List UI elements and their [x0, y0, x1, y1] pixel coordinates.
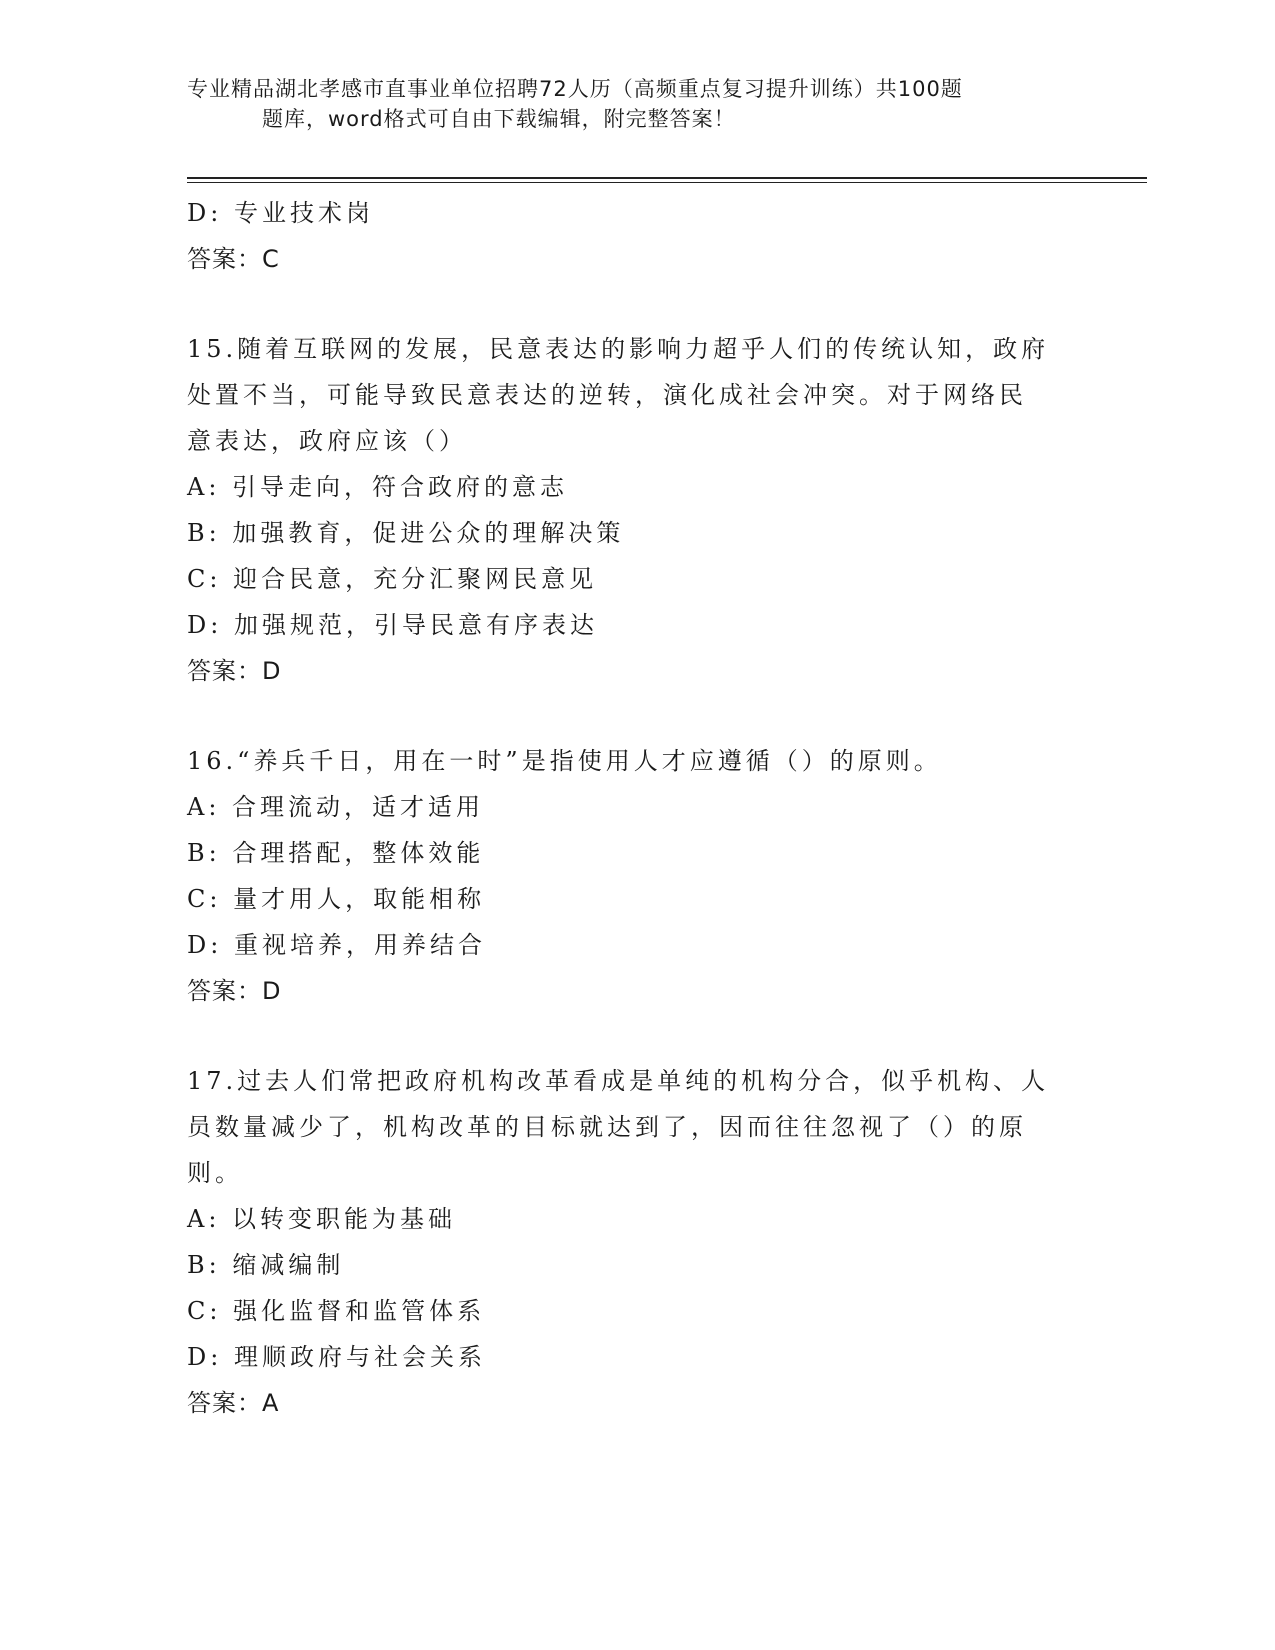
question-list	[187, 190, 1087, 1426]
option-a: A: 以转变职能为基础	[187, 1205, 457, 1233]
question-stem: 17.过去人们常把政府机构改革看成是单纯的机构分合，似乎机构、人	[187, 1067, 1050, 1095]
answer-line: 答案：D	[187, 977, 282, 1005]
option-d: D: 加强规范，引导民意有序表达	[187, 611, 598, 639]
header-title-line-1: 专业精品湖北孝感市直事业单位招聘72人历（高频重点复习提升训练）共100题	[187, 77, 963, 101]
option-c: C: 量才用人，取能相称	[187, 885, 486, 913]
option-c: C: 强化监督和监管体系	[187, 1297, 486, 1325]
option-a: A: 合理流动，适才适用	[187, 793, 485, 821]
option-a: A: 引导走向，符合政府的意志	[187, 473, 569, 501]
question-stem: 15.随着互联网的发展，民意表达的影响力超乎人们的传统认知，政府	[187, 335, 1050, 363]
question-stem: 处置不当，可能导致民意表达的逆转，演化成社会冲突。对于网络民	[187, 381, 1027, 409]
option-b: B: 缩减编制	[187, 1251, 345, 1279]
option-d: D: 理顺政府与社会关系	[187, 1343, 486, 1371]
block-spacer	[187, 282, 1087, 326]
question-stem: 员数量减少了，机构改革的目标就达到了，因而往往忽视了（）的原	[187, 1113, 1027, 1141]
answer-line: 答案：D	[187, 657, 282, 685]
question-stem: 16.“养兵千日，用在一时”是指使用人才应遵循（）的原则。	[187, 747, 942, 775]
question-block	[187, 326, 1087, 694]
block-spacer	[187, 1014, 1087, 1058]
question-stem: 意表达，政府应该（）	[187, 427, 467, 455]
question-stem: 则。	[187, 1159, 243, 1187]
question-block	[187, 190, 1087, 282]
answer-line: 答案：C	[187, 245, 280, 273]
option-d: D: 重视培养，用养结合	[187, 931, 486, 959]
question-block	[187, 738, 1087, 1014]
answer-line: 答案：A	[187, 1389, 280, 1417]
header-divider-thin	[187, 182, 1147, 183]
block-spacer	[187, 694, 1087, 738]
option-b: B: 加强教育，促进公众的理解决策	[187, 519, 625, 547]
header-title-line-2: 题库，word格式可自由下载编辑，附完整答案！	[262, 107, 736, 131]
document-header	[187, 74, 1087, 134]
option-b: B: 合理搭配，整体效能	[187, 839, 485, 867]
header-divider-thick	[187, 177, 1147, 179]
question-block	[187, 1058, 1087, 1426]
option-d: D: 专业技术岗	[187, 199, 374, 227]
option-c: C: 迎合民意，充分汇聚网民意见	[187, 565, 598, 593]
